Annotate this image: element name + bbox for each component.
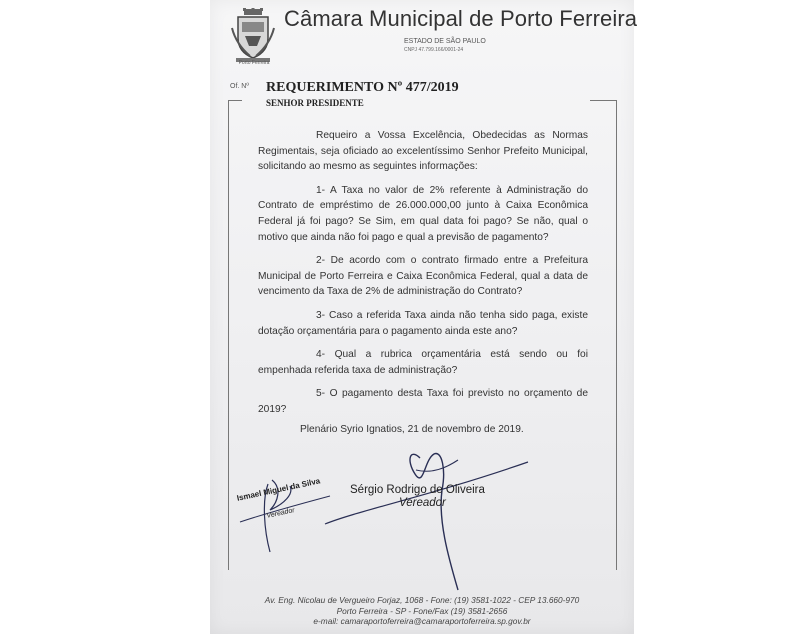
document-page: [210, 0, 638, 634]
handwritten-signatures: [210, 440, 634, 600]
footer-phone: Porto Ferreira - SP - Fone/Fax (19) 3581-2656: [336, 605, 508, 616]
request-item-2: 2- De acordo com o contrato firmado entre a Prefeitura Municipal de Porto Ferreira e Caixa Econômica Federal, qual a data de vencimento da Taxa de 2% de administração do Contrato?: [258, 255, 588, 298]
footer-address: Av. Eng. Nicolau de Vergueiro Forjaz, 1068 - Fone: (19) 3581-1022 - CEP 13.660-970: [264, 595, 580, 605]
document-title: REQUERIMENTO Nº 477/2019: [266, 80, 459, 95]
intro-paragraph: Requeiro a Vossa Excelência, Obedecidas as Normas Regimentais, seja oficiado ao excelentíssimo Senhor Prefeito Municipal, solicitando ao mesmo as seguintes informações:: [258, 130, 588, 173]
signature-main-name: Sérgio Rodrigo de Oliveira: [350, 484, 485, 496]
document-footer: [210, 595, 634, 627]
document-body: [258, 128, 588, 426]
signature-second-name: Ismael Miguel da Silva: [236, 476, 321, 503]
oficio-label: Of. Nº: [230, 83, 249, 90]
crest-caption: Porto Ferreira: [238, 60, 270, 66]
request-item-1: 1- A Taxa no valor de 2% referente à Administração do Contrato de empréstimo de 26.000.000,00 junto à Caixa Econômica Federal já foi pago? Se Sim, em qual data foi pago? Se não, qual o motivo que ainda não foi pago e qual a previsão de pagamento?: [258, 184, 588, 243]
closing-date-line: Plenário Syrio Ignatios, 21 de novembro de 2019.: [300, 424, 524, 435]
signature-main-role: Vereador: [399, 497, 446, 509]
document-subtitle: SENHOR PRESIDENTE: [266, 98, 364, 108]
footer-email: e-mail: camaraportoferreira@camaraportoferreira.sp.gov.br: [313, 616, 531, 627]
frame-line-top-right: [590, 100, 617, 101]
request-item-5: 5- O pagamento desta Taxa foi previsto no orçamento de 2019?: [258, 388, 588, 415]
frame-line-top-left: [228, 100, 242, 101]
request-item-4: 4- Qual a rubrica orçamentária está sendo ou foi empenhada referida taxa de administração?: [258, 349, 588, 376]
signature-second-role: Vereador: [266, 507, 296, 520]
request-item-3: 3- Caso a referida Taxa ainda não tenha sido paga, existe dotação orçamentária para o pagamento ainda este ano?: [258, 309, 588, 337]
municipal-crest-icon: [230, 8, 276, 64]
organization-title: Câmara Municipal de Porto Ferreira: [284, 6, 638, 31]
organization-state: ESTADO DE SÃO PAULO: [404, 38, 486, 45]
organization-cnpj: CNPJ 47.799.166/0001-24: [404, 47, 464, 53]
